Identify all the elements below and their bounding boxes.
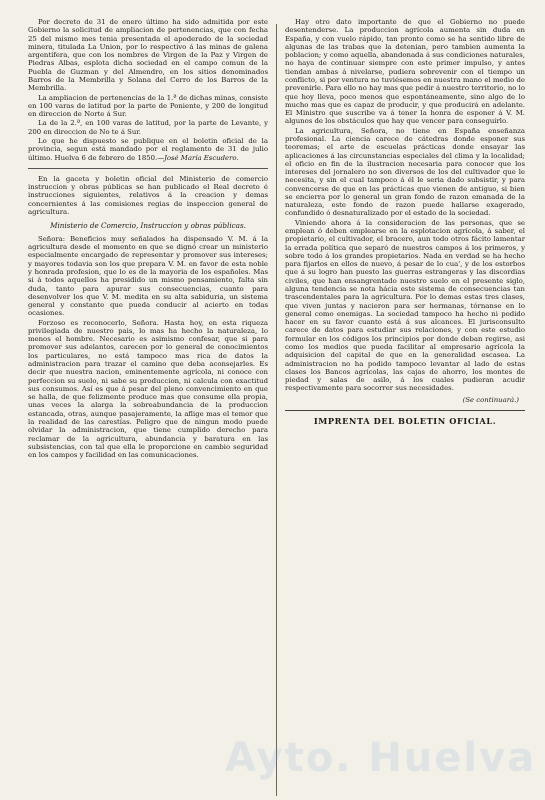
signature: —José María Escudero. — [157, 153, 239, 162]
footer-rule — [285, 410, 525, 411]
second-mine-extension-paragraph: La de la 2.ª, en 100 varas de latitud, por la parte de Levante, y 200 en direccion de No te á Sur. — [28, 119, 268, 136]
continued-note: (Se continuará.) — [462, 395, 519, 404]
right-column — [277, 18, 525, 798]
section-divider — [28, 168, 268, 169]
printer-imprint: IMPRENTA DEL BOLETIN OFICIAL. — [313, 415, 497, 426]
address-paragraph: Señora: Beneficios muy señalados ha dispensado V. M. á la agricultura desde el momento en que se dignó crear un ministerio especialmente encargado de representar y promover sus intereses; y mayores todavia son los que prepara V. M. en favor de esta noble y honrada profesion, que lo es de la mayoria de los españoles. Mas si á todos aquellos ha presidido un mismo pensamiento, falta sin duda, tanto para apurar sus consecuencias, cuanto para desenvolver los que V. M. medita en su alta sabiduria, un sistema general y constante que pueda conducir al acierto en todas ocasiones. — [28, 234, 268, 318]
education-paragraph: La agricultura, Señora, no tiene en España enseñanza profesional. La ciencia carece de cátedras donde esponer sus teoremas; el arte de escuelas prácticas donde ensayar las aplicaciones á las circunstancias especiales del clima y la localidad; el oficio en fin de la ilustracion necesaria para conocer que los intereses del jornalero no son diversos de los del cultivador que le necesita, y sin el cual tampoco á él le seria dado subsistir, y para convencerse de que en las prácticas que vienen de antiguo, si bien se encierra por lo general un gran fondo de razon emanada de la naturaleza, este fondo de razon puede hallarse exagerado, confundido ó desnaturalizado por el estado de la sociedad. — [285, 126, 525, 218]
ministry-heading: Ministerio de Comercio, Instruccion y obras públicas. — [50, 221, 246, 231]
gazette-intro-paragraph: En la gaceta y boletin oficial del Ministerio de comercio instruccion y obras públicas se han publicado el Real decreto é instrucciones siguientes, relativos á la creacion y demas concernientes á las comisiones regias de inspeccion general de agricultura. — [28, 174, 268, 216]
classes-paragraph: Viniendo ahora á la consideracion de las personas, que se emplean ó deben emplearse en la esplotacion agrícola, á saber, el propietario, el cultivador, el bracero, aun todo otros fácito lamentar la errada política que separó de nuestros campos á los primeros, y sobre todo á los grandes propietarios. Nada en verdad se ha hecho para fijarlos en ellos de nuevo, á pesar de lo cua', y de los estorbos que á su logro han puesto las guerras estrangeras y las discordias civiles, que han ensangrentado nuestro suelo en el presente siglo, alguna tendencia se nota hácia este sistema de consecuencias tan trascendentales para la agricultura. Por lo demas estas tres clases, que viven juntas y nacieron para ser hermanas, tórnanse en lo general como enemigas. La sociedad tampoco ha hecho ni podido hacer en su favor cuanto está á sus alcances. El jurisconsulto carece de datos para estudiar sus relaciones, y con este estudio formular en los códigos los principios por donde deban regirse, asi como los medios que pueda facilitar al empresario agrícola la adquisicion del capital de que en la generalidad escasea. La administracion no ha podido tampoco levantar al lado de estas clases los Bancos agrícolas, las cajas de ahorro, los montes de piedad y salas de asilo, á los cuales pudieran acudir respectivamente para socorrer sus necesidades. — [285, 218, 525, 393]
first-mine-extension-paragraph: La ampliacion de pertenencias de la 1.ª de dichas minas, consiste en 100 varas de latitud por la parte de Poniente, y 200 de longitud en direccion de Norte á Sur. — [28, 93, 268, 119]
population-paragraph: Hay otro dato importante de que el Gobierno no puede desentenderse. La produccion agrícola aumenta sin duda en España, y con vuelo rápido, tan pronto como se ha sentido libre de algunas de las trabas que la detenian, pero tambien aumenta la poblacion; y como aquella, abandonada á sus condiciones naturales, no haya de continuar siempre con este primer impulso, y antes tiendan ambas á nivelarse, pudiera sobrevenir con el tiempo un conflicto, si por ventura no tuviésemos en nuestra mano el medio de prevenirle. Para ello no hay mas que pedir á nuestro territorio, no lo que hoy lleva, poco menos que espontáneamente, sino algo de lo mucho mas que es capaz de producir, y que producirá en adelante. El Ministro que suscribe va á tener la honra de esponer á V. M. algunos de los obstáculos que hay que vencer para conseguirlo. — [285, 18, 525, 126]
mining-decree-paragraph: Por decreto de 31 de enero último ha sido admitida por este Gobierno la solicitud de ampliacion de pertenencias, que con fecha 25 del mismo mes tenia presentada el apoderado de la sociedad minera, titulada La Union, por lo respectivo á las minas de galena argentífera, que con los nombres de Virgen de la Paz y Virgen de Piedras Albas, esplota dicha sociedad en el campo comun de la Puebla de Guzman y del Almendro, en los sitios denominados Barros de la Membrilla y Solana del Cerro de los Barros de la Membrilla. — [28, 18, 268, 93]
left-column — [28, 18, 276, 798]
archive-watermark: Ayto. Huelva — [225, 735, 537, 781]
publication-order-text: Lo que he dispuesto se publique en el boletin oficial de la provincia, segun está mandado por el reglamento de 31 de julio último. Huelva 6 de febrero de 1850. — [28, 136, 268, 162]
publication-order-paragraph — [28, 137, 268, 162]
agriculture-paragraph: Forzoso es reconocerlo, Señora. Hasta hoy, en esta riqueza privilegiada de nuestro pais, lo mas ha hecho la naturaleza, lo menos el hombre. Necesario es asimismo confesar, que si para promover sus adelantos, carecen por lo general de conocimientos los particulares, no está tampoco mas rica de datos la administracion para trazar el camino que deba aconsejarles. Es decir que nuestra nacion, eminentemente agrícola, ni conoce con perfeccion su suelo, ni sabe su produccion, ni calcula con exactitud sus consumos. Así es que á pesar del pleno convencimiento en que se halla, de que felizmente produce mas que consume ella propia, unas veces la alarga la sobreabundancia de la produccion estancada, otras, aunque pasajeramente, la aflige mas el temor que la realidad de las carestías. Peligro que de ningun modo puede olvidar la administracion, que tiene cumplido derecho para reclamar de la agricultura, abundancia y baratura en las subsistencias, con tal que ella le proporcione en cambio seguridad en los campos y facilidad en las comunicaciones. — [28, 318, 268, 460]
